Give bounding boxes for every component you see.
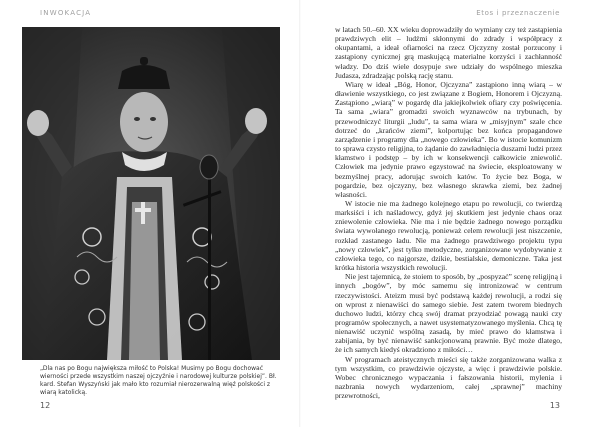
running-header-left: INWOKACJA [40,9,92,17]
paragraph: W programach ateistycznych mieści się także zorganizowana walka z tym wszystkim, co prawdziwie ojczyste, a więc i prawdziwie polskie. Wobec chronicznego wypaczania i fałszowania historii, mylenia i nazbrania nowych wydarzeniom, całej „sprawnej” machiny przewrotności, [335,354,562,401]
paragraph: w latach 50.–60. XX wieku doprowadziły do wymiany czy też zastąpienia prawdziwych elit – ludźmi skłonnymi do zdrady i współpracy z okupantami, a ideał ofiarności na rzecz Ojczyzny został porzucony i zastąpiony cynicznej grą maskującą materialne korzyści i zachłanność władzy. Do dziś wiele dosypuje swe udziały do wspólnego mieszka Judasza, zdradzając polską rację stanu. [335,25,562,80]
page-number-right: 13 [549,401,560,410]
paragraph: W istocie nie ma żadnego kolejnego etapu po rewolucji, co twierdzą marksiści i ich naśladowcy, gdyż jej skutkiem jest jedynie chaos oraz zniewolenie człowieka. Nie ma i nie będzie żadnego nowego porządku świata wywołanego rewolucją, ponieważ celem rewolucji jest niszczenie, rozkład zastanego ładu. Nie ma żadnego prawdziwego projektu typu „nowy człowiek”, jest tylko metodyczne, zorganizowane wydobywanie z człowieka tego, co najgorsze, dzikie, bestialskie, demoniczne. Taka jest krótka historia wszystkich rewolucji. [335,198,562,273]
body-text [335,25,562,400]
paragraph: Nie jest tajemnicą, że stoiem to sposób, by „pospyzać” scenę religijną i innych „bogów”, by móc samemu się intronizować w centrum rzeczywistości. Ateizm musi być podstawą każdej rewolucji, a rodzi się on wprost z nienawiści do samego siebie. Jest zatem tworem biednych duchowo ludzi, którzy chcą swój dramat przyodziać powagą nauki czy programów społecznych, a nawet usystematyzowanego myślenia. Chcą tę nienawiść uczynić wspólną zasadą, by mieć prawo do kłamstwa i zabijania, by być nienawiść sankcjonowaną prawnie. Być może dlatego, że ich samych kiedyś okradziono z miłości… [335,272,562,355]
cardinal-illustration [22,27,280,360]
cardinal-photo [22,27,280,360]
running-header-right: Etos i przeznaczenie [476,9,560,17]
page-number-left: 12 [40,401,51,410]
photo-caption: „Dla nas po Bogu największa miłość to Polska! Musimy po Bogu dochować wierności przede wszystkim naszej ojczyźnie i narodowej kulturze polskiej”. Bł. kard. Stefan Wyszyński jak mało kto rozumiał nierozerwalną więź polskości z wiarą katolicką. [40,365,277,396]
paragraph: Wiarę w ideał „Bóg, Honor, Ojczyzna” zastąpiono inną wiarą – w dławienie wszystkiego, co jest związane z Bogiem, Honorem i Ojczyzną. Zastąpiono „wiarą” w pogardę dla jakiejkolwiek ofiary czy poświęcenia. Ta sama „wiara” gromadzi swoich wyznawców na trybunach, by przewodniczyć liturgii „ludu”, ta sama wiara w „misyjnym” szale chce dotrzeć do „krańców ziemi”, kolportując bez końca propagandowe zarządzenie i programy dla „nowego człowieka”. Bo w istocie komunizm to sprawa czysto religijna, to żądanie do zawładnięcia duszami ludzi przez kłamstwo i podstęp – by ich w konsekwencji całkowicie zniewolić. Człowiek ma jedynie prawo egzystować na świecie, eksploatowany w bezmyślnej pracy, adorując swoich katów. To życie bez Boga, w pogardzie, bez ojczyzny, bez własnego skrawka ziemi, bez żadnej własności. [335,79,562,199]
